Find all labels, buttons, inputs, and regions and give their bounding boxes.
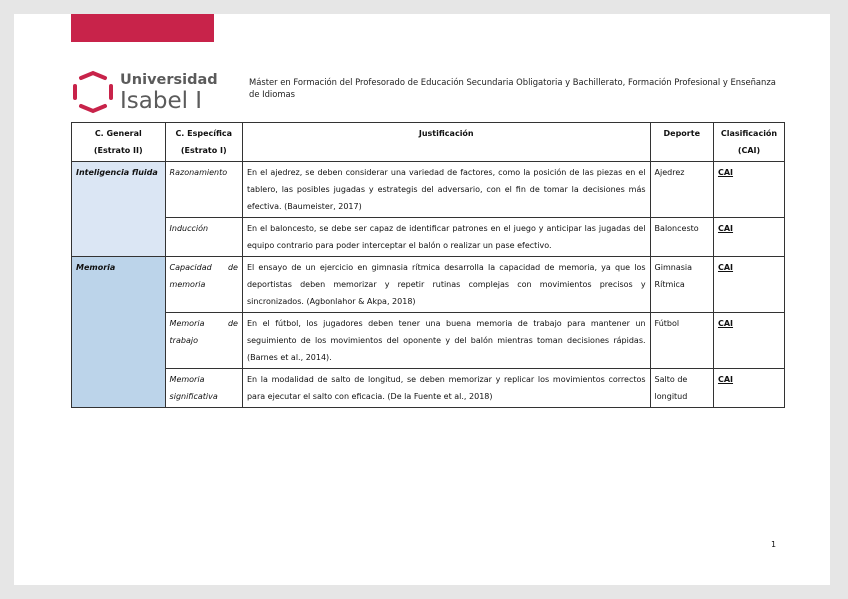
document-page — [14, 14, 830, 585]
specific-cell: Memoria de trabajo — [165, 313, 242, 369]
page-number: 1 — [771, 540, 777, 549]
header-justificacion: Justificación — [242, 123, 650, 162]
classification-value: CAI — [717, 375, 734, 384]
specific-cell: Razonamiento — [165, 162, 242, 218]
specific-cell: Memoria significativa — [165, 369, 242, 408]
logo-text-line2: Isabel I — [120, 88, 203, 114]
classification-cell — [713, 313, 784, 369]
justification-cell: En el fútbol, los jugadores deben tener una buena memoria de trabajo para mantener un seguimiento de los movimientos del oponente y del balón mientras toman decisiones rápidas. (Barnes et al., 2014). — [242, 313, 650, 369]
table-header-row — [72, 123, 785, 162]
header-clasificacion: Clasificación (CAI) — [713, 123, 784, 162]
classification-value: CAI — [717, 224, 734, 233]
university-logo — [71, 70, 261, 120]
table-row — [72, 313, 785, 369]
table-row — [72, 218, 785, 257]
classification-cell — [713, 257, 784, 313]
classification-cell — [713, 162, 784, 218]
group-cell-inteligencia-fluida: Inteligencia fluida — [72, 162, 166, 257]
specific-cell: Inducción — [165, 218, 242, 257]
accent-bar — [71, 14, 214, 42]
specific-cell: Capacidad de memoria — [165, 257, 242, 313]
justification-cell: En el baloncesto, se debe ser capaz de identificar patrones en el juego y anticipar las jugadas del equipo contrario para poder interceptar el balón o realizar un pase efectivo. — [242, 218, 650, 257]
program-title: Máster en Formación del Profesorado de Educación Secundaria Obligatoria y Bachillerato, Formación Profesional y Enseñanza de Idiomas — [249, 77, 776, 99]
competencies-table — [71, 122, 785, 408]
header-c-especifica: C. Específica (Estrato I) — [165, 123, 242, 162]
classification-value: CAI — [717, 263, 734, 272]
justification-cell: En la modalidad de salto de longitud, se deben memorizar y replicar los movimientos correctos para ejecutar el salto con eficacia. (De la Fuente et al., 2018) — [242, 369, 650, 408]
table-row — [72, 162, 785, 218]
header-c-general: C. General (Estrato II) — [72, 123, 166, 162]
justification-cell: En el ajedrez, se deben considerar una variedad de factores, como la posición de las piezas en el tablero, las posibles jugadas y estrategis del adversario, con el fin de tomar la decisiones más efectiva. (Baumeister, 2017) — [242, 162, 650, 218]
sport-cell: Salto de longitud — [650, 369, 713, 408]
table-row — [72, 257, 785, 313]
group-cell-memoria: Memoria — [72, 257, 166, 408]
logo-emblem-icon — [71, 70, 115, 114]
sport-cell: Gimnasia Rítmica — [650, 257, 713, 313]
classification-cell — [713, 369, 784, 408]
sport-cell: Fútbol — [650, 313, 713, 369]
header-deporte: Deporte — [650, 123, 713, 162]
sport-cell: Ajedrez — [650, 162, 713, 218]
classification-value: CAI — [717, 319, 734, 328]
logo-text-line1: Universidad — [120, 72, 218, 88]
classification-cell — [713, 218, 784, 257]
classification-value: CAI — [717, 168, 734, 177]
justification-cell: El ensayo de un ejercicio en gimnasia rítmica desarrolla la capacidad de memoria, ya que los deportistas deben memorizar y repetir rutinas complejas con movimientos precisos y sincronizados. (Agbonlahor & Akpa, 2018) — [242, 257, 650, 313]
table-row — [72, 369, 785, 408]
sport-cell: Baloncesto — [650, 218, 713, 257]
